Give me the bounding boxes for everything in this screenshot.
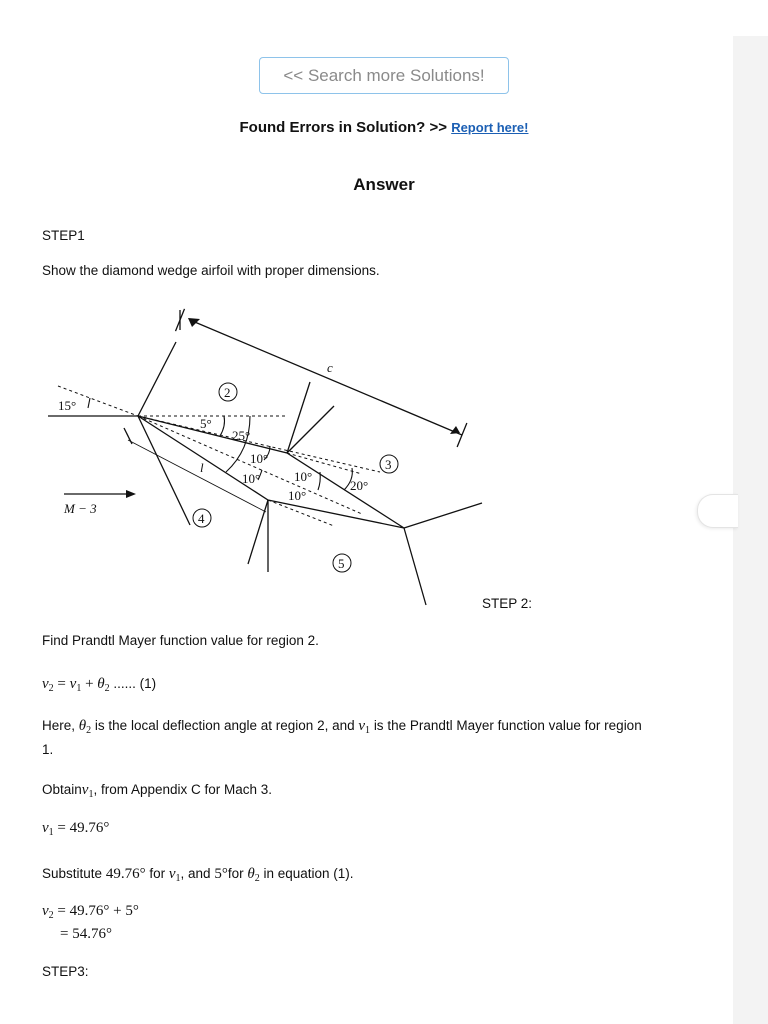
obtain-paragraph: Obtainv$_1$, from Appendix C for Mach 3.: [42, 782, 273, 800]
found-errors-line: [0, 119, 768, 136]
search-more-solutions-button[interactable]: << Search more Solutions!: [259, 57, 509, 94]
v1-equation: $v_1 = 49.76^\circ$: [42, 820, 110, 838]
mach-arrow-head: [126, 490, 136, 498]
step2-label: STEP 2:: [482, 596, 533, 611]
chord-label: c: [327, 360, 333, 375]
region-5-label: 5: [338, 556, 345, 571]
report-here-link[interactable]: Report here!: [451, 120, 529, 135]
v2-equation: $v_2 = 49.76^\circ + 5^\circ$ = 54.76°: [42, 903, 139, 942]
angle-10a-label: 10°: [250, 451, 269, 466]
region-3-label: 3: [385, 457, 392, 472]
airfoil-outline: [138, 416, 404, 528]
region-4-label: 4: [198, 511, 205, 526]
angle-15-label: 15°: [58, 398, 77, 413]
equation-1: $v_2 = v_1 + \theta_2$ ...... (1): [42, 676, 157, 694]
angle-10b-label: 10°: [242, 471, 261, 486]
scroll-handle[interactable]: [697, 494, 738, 528]
errors-text: Found Errors in Solution? >>: [239, 119, 448, 136]
step1-label: STEP1: [42, 228, 85, 243]
region-2-label: 2: [224, 385, 231, 400]
length-label: l: [200, 460, 204, 475]
equation-1-number: ...... (1): [113, 676, 157, 691]
angle-10d-label: 10°: [288, 488, 307, 503]
angle-5-label: 5°: [200, 416, 212, 431]
angle-25-label: 25°: [232, 428, 251, 443]
angle-20-label: 20°: [350, 478, 369, 493]
substitute-paragraph: Substitute 49.76° for $v_1$, and 5°for $\theta_2$ in equation (1).: [42, 866, 354, 884]
here-paragraph: Here, $\theta_2$ is the local deflection angle at region 2, and $v_1$ is the Prandtl Mayer function value for region 1.: [42, 718, 642, 757]
step2-text: Find Prandtl Mayer function value for region 2.: [42, 633, 319, 648]
step1-text: Show the diamond wedge airfoil with proper dimensions.: [42, 263, 380, 278]
diamond-airfoil-diagram: [42, 300, 502, 610]
mach-label: M − 3: [64, 501, 97, 516]
answer-heading: Answer: [353, 175, 415, 194]
step3-label: STEP3:: [42, 964, 89, 979]
angle-10c-label: 10°: [294, 469, 313, 484]
